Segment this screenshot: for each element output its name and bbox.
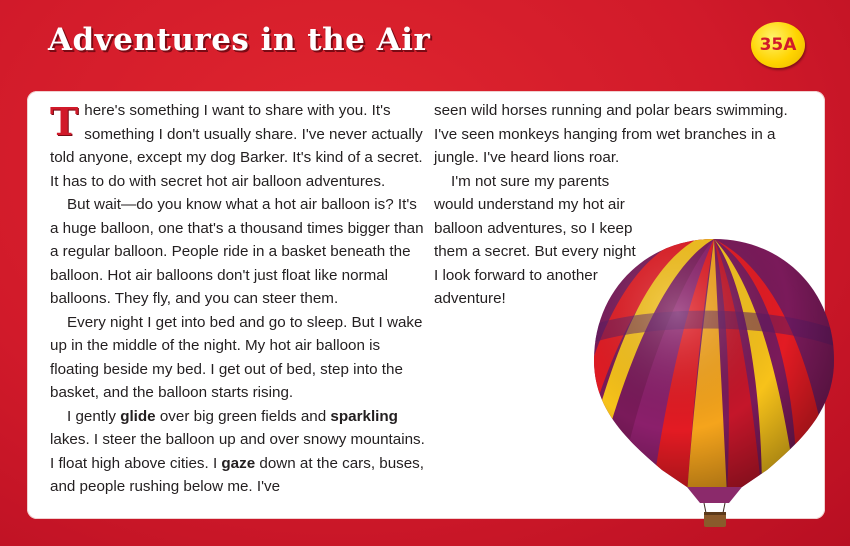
drop-cap: T [50,99,79,144]
paragraph-4-text-d: down at the cars, buses, and people rushing below me. I've [50,454,424,495]
paragraph-6-text: I'm not sure my parents would understand my hot air balloon adventures, so I keep them a secret. But every night I look forward to another adventure! [434,172,636,307]
paragraph-4-text-b: over big green fields and [155,407,331,425]
hot-air-balloon-illustration [592,235,837,530]
paragraph-4-text-a: I gently [67,407,121,425]
vocab-gaze: gaze [221,454,256,472]
paragraph-3: Every night I get into bed and go to sleep. But I wake up in the middle of the night. My hot air balloon is floating beside my bed. I get out of bed, step into the basket, and the balloon starts rising. [50,313,423,401]
paragraph-1 [50,99,425,193]
paragraph-4 [50,405,425,499]
paragraph-1-text: here's something I want to share with you. It's something I don't usually share. I've never actually told anyone, except my dog Barker. It's kind of a secret. It has to do with secret hot air balloon adventures. [50,102,423,190]
page-number-badge: 35A [751,22,805,68]
story-column-left [50,99,425,499]
vocab-glide: glide [120,407,156,425]
paragraph-4-text-c: lakes. I steer the balloon up and over snowy mountains. I float high above cities. I [50,431,425,472]
paragraph-2: But wait—do you know what a hot air balloon is? It's a huge balloon, one that's a thousand times bigger than a regular balloon. People ride in a basket beneath the balloon. Hot air balloons don't just float like normal balloons. They fly, and you can steer them. [50,196,424,307]
page-title: Adventures in the Air [48,22,431,58]
paragraph-5: seen wild horses running and polar bears swimming. I've seen monkeys hanging from wet branches in a jungle. I've heard lions roar. [434,102,788,166]
vocab-sparkling: sparkling [330,407,398,425]
